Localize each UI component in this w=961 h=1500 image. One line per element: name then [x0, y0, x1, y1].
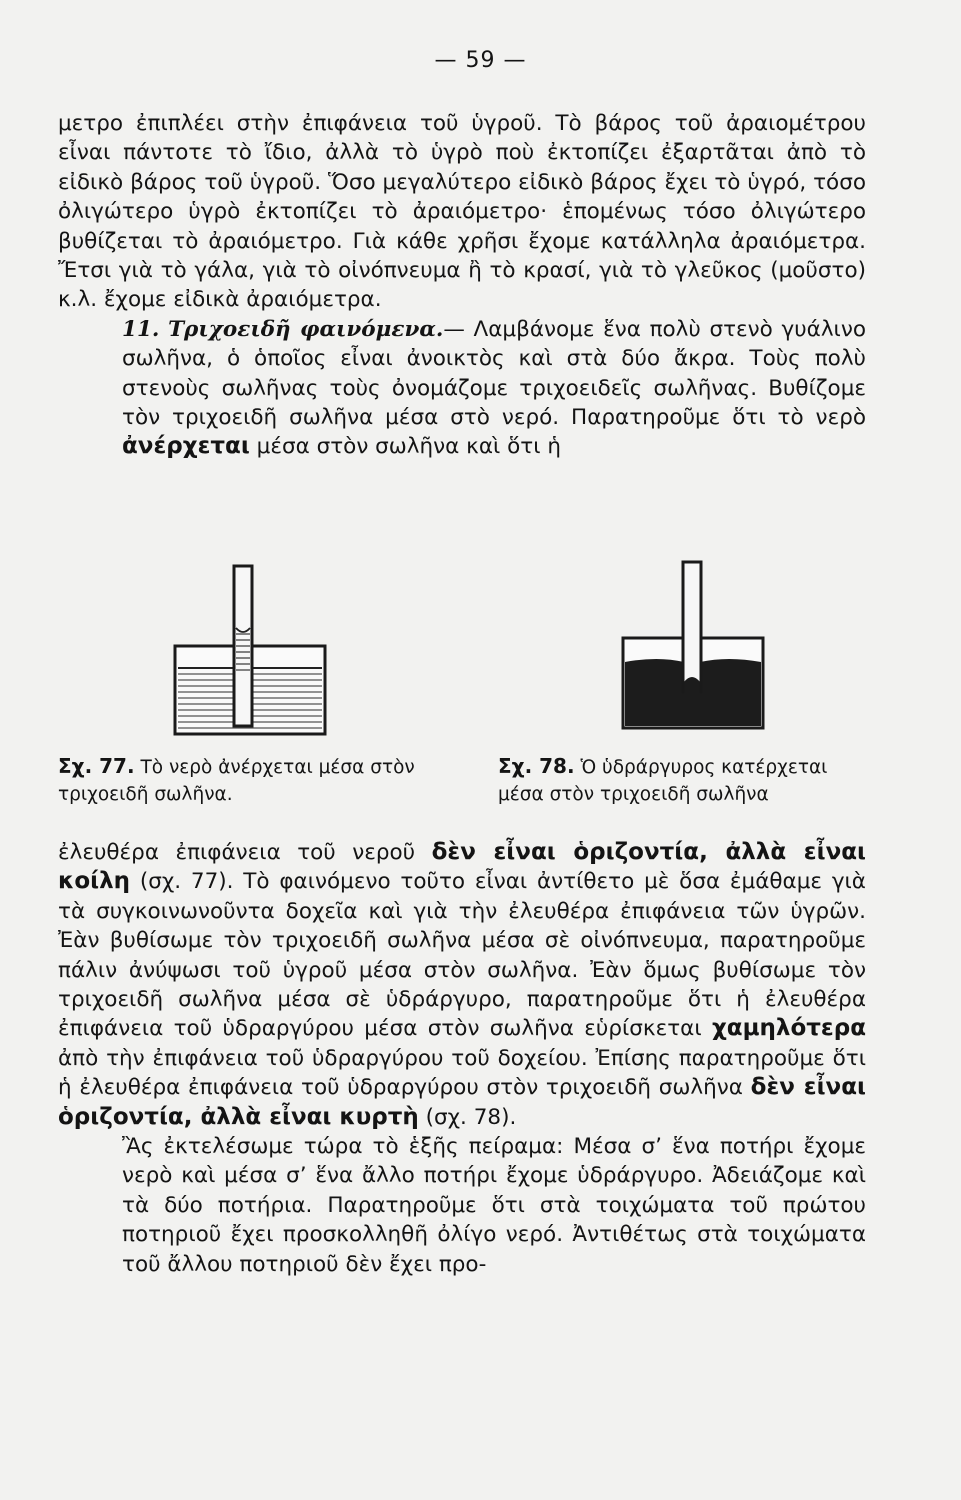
paragraph-text-b: (σχ. 77). Τὸ φαινόμενο τοῦτο εἶναι ἀντίθετο μὲ ὅσα ἐμάθαμε γιὰ τὰ συγκοινωνοῦντα δοχεῖα καὶ γιὰ τὴν ἐλευθέρα ἐπιφάνεια τῶν ὑγρῶν. Ἐὰν βυθίσωμε τὸν τριχοειδῆ σωλῆνα μέσα σὲ οἰνόπνευμα, παρατηροῦμε πάλιν ἀνύψωσι τοῦ ὑγροῦ μέσα στὸν σωλῆνα. Ἐὰν ὅμως βυθίσωμε τὸν τριχοειδῆ σωλῆνα μέσα σὲ ὑδράργυρο, παρατηροῦμε ὅτι ἡ ἐλευθέρα ἐπιφάνεια τοῦ ὑδραργύρου μέσα στὸν σωλῆνα εὑρίσκεται	[58, 869, 866, 1042]
section-number: 11.	[122, 316, 160, 342]
figure-78-caption-text: Ὁ ὑδράργυρος κατέρχεται μέσα στὸν τριχοειδῆ σωλῆνα	[498, 757, 828, 805]
paragraph-capillary-text-b: μέσα στὸν σωλῆνα καὶ ὅτι ἡ	[256, 434, 561, 460]
paragraph-capillary-text-a: — Λαμβάνομε ἕνα πολὺ στενὸ γυάλινο σωλῆνα, ὁ ὁποῖος εἶναι ἀνοικτὸς καὶ στὰ δύο ἄκρα. Τοὺς πολὺ στενοὺς σωλῆνας τοὺς ὀνομάζομε τριχοειδεῖς σωλῆνας. Βυθίζομε τὸν τριχοειδῆ σωλῆνα μέσα στὸ νερό. Παρατηροῦμε ὅτι τὸ νερὸ	[122, 316, 866, 431]
text-block-bottom	[58, 838, 866, 1279]
figure-78-diagram	[618, 558, 768, 733]
page-number: — 59 —	[434, 48, 527, 73]
emphasis-lower: χαμηλότερα	[711, 1015, 866, 1042]
capillary-tube	[234, 566, 252, 726]
paragraph-text-a: ἐλευθέρα ἐπιφάνεια τοῦ νεροῦ	[58, 840, 416, 865]
emphasis-concave: δὲν εἶναι ὁριζοντία, ἀλλὰ εἶναι κοίλη	[58, 839, 866, 895]
paragraph-experiment: Ἂς ἐκτελέσωμε τώρα τὸ ἑξῆς πείραμα: Μέσα σ’ ἕνα ποτήρι ἔχομε νερὸ καὶ μέσα σ’ ἕνα ἄλλο ποτήρι ἔχομε ὑδράργυρο. Ἀδειάζομε καὶ τὰ δύο ποτήρια. Παρατηροῦμε ὅτι στὰ τοιχώματα τοῦ πρώτου ποτηριοῦ ἔχει προσκολληθῆ ὀλίγο νερό. Ἀντιθέτως στὰ τοιχώματα τοῦ ἄλλου ποτηριοῦ δὲν ἔχει προ-	[122, 1134, 866, 1277]
paragraph-hydrometer: μετρο ἐπιπλέει στὴν ἐπιφάνεια τοῦ ὑγροῦ. Τὸ βάρος τοῦ ἀραιομέτρου εἶναι πάντοτε τὸ ἴδιο, ἀλλὰ τὸ ὑγρὸ ποὺ ἐκτοπίζει ἐξαρτᾶται ἀπὸ τὸ εἰδικὸ βάρος τοῦ ὑγροῦ. Ὅσο μεγαλύτερο εἰδικὸ βάρος ἔχει τὸ ὑγρό, τόσο ὀλιγώτερο ὑγρὸ ἐκτοπίζει τὸ ἀραιόμετρο· ἑπομένως τόσο ὀλιγώτερο βυθίζεται τὸ ἀραιόμετρο. Γιὰ κάθε χρῆσι ἔχομε κατάλληλα ἀραιόμετρα. Ἔτσι γιὰ τὸ γάλα, γιὰ τὸ οἰνόπνευμα ἢ τὸ κρασί, γιὰ τὸ γλεῦκος (μοῦστο) κ.λ. ἔχομε εἰδικὰ ἀραιόμετρα.	[58, 111, 866, 313]
figure-77-caption	[58, 753, 446, 808]
figure-78-label: Σχ. 78.	[498, 754, 575, 778]
tube-water-column	[236, 634, 250, 670]
paragraph-text-c: ἀπὸ τὴν ἐπιφάνεια τοῦ ὑδραργύρου τοῦ δοχείου. Ἐπίσης παρατηροῦμε ὅτι ἡ ἐλευθέρα ἐπιφάνεια τοῦ ὑδραργύρου στὸν τριχοειδῆ σωλῆνα	[58, 1045, 866, 1101]
emphasis-convex: δὲν εἶναι ὁριζοντία, ἀλλὰ εἶναι κυρτὴ	[58, 1074, 866, 1130]
paragraph-text-d: (σχ. 78).	[425, 1104, 517, 1130]
paragraph-capillary-intro	[58, 315, 866, 462]
text-block-top	[58, 109, 866, 462]
paragraph-concave-convex	[58, 838, 866, 1132]
figure-78-caption	[498, 753, 868, 808]
capillary-tube	[683, 562, 701, 694]
emphasis-rises: ἀνέρχεται	[122, 433, 250, 460]
figure-77-caption-text: Τὸ νερὸ ἀνέρχεται μέσα στὸν τριχοειδῆ σωλῆνα.	[58, 757, 415, 805]
section-title: Τριχοειδῆ φαινόμενα.	[168, 316, 444, 342]
figure-77-diagram	[170, 562, 330, 740]
figure-77-label: Σχ. 77.	[58, 754, 135, 778]
